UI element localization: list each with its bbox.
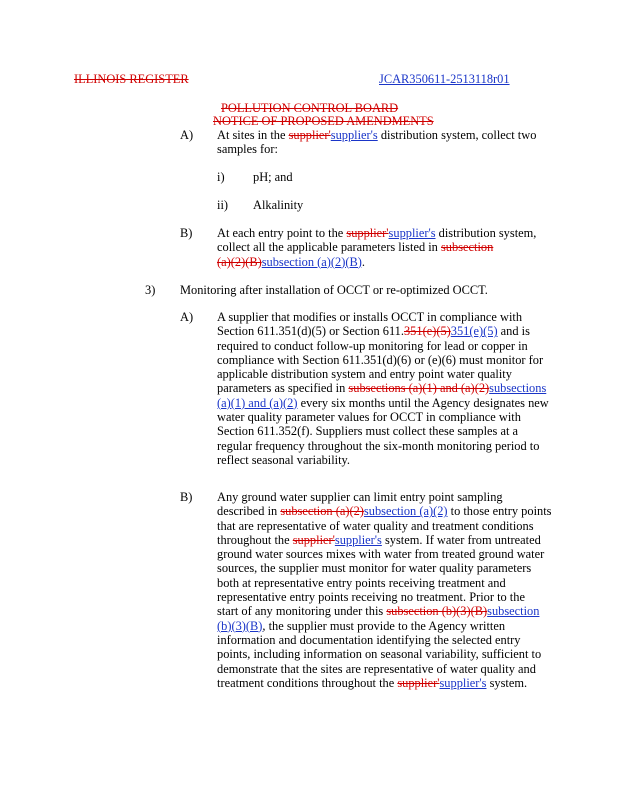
text: Any ground water supplier can limit entry point sampling (217, 490, 503, 504)
deleted-text: subsections (a)(1) and (a)(2) (348, 381, 490, 396)
text: compliance with Section 611.351(d)(6) or (e)(6) must monitor for (217, 352, 544, 367)
item-label-3b: B) (180, 490, 193, 504)
text: system. If water from untreated (381, 532, 541, 547)
inserted-text: subsection (487, 604, 540, 619)
item-label-3: 3) (145, 283, 156, 297)
text: reflect seasonal variability. (217, 452, 351, 467)
text: representative entry points receiving no treatment. Prior to the (217, 590, 525, 605)
text: to those entry points (447, 504, 552, 519)
text: . (361, 254, 365, 269)
text: applicable distribution system and entry point water quality (217, 367, 512, 382)
text: system. (486, 675, 528, 690)
text: samples for: (217, 142, 278, 157)
text: every six months until the Agency designates new (297, 395, 549, 410)
notice-title: NOTICE OF PROPOSED AMENDMENTS (213, 114, 434, 128)
text: that are representative of water quality and treatment conditions (217, 518, 534, 533)
inserted-text: subsections (489, 381, 547, 396)
inserted-text: supplier's (330, 128, 378, 142)
text: sources, the supplier must monitor for water quality parameters (217, 561, 532, 576)
item-text-ph: pH; and (253, 170, 293, 184)
text: and is (497, 324, 530, 339)
text: water quality parameter values for OCCT in compliance with (217, 410, 521, 425)
text: required to conduct follow-up monitoring for lead or copper in (217, 338, 528, 353)
text: information and documentation identifying the selected entry (217, 632, 521, 647)
board-title: POLLUTION CONTROL BOARD (221, 101, 399, 115)
item-label-3a: A) (180, 310, 194, 324)
inserted-text: subsection (a)(2)(B) (261, 254, 362, 269)
deleted-text: supplier' (292, 532, 335, 547)
inserted-text: supplier's (334, 532, 382, 547)
deleted-text: subsection (440, 240, 494, 255)
inserted-text: (b)(3)(B) (217, 618, 263, 633)
text: distribution system, (435, 226, 537, 240)
text: ground water sources mixes with water from treated ground water (217, 547, 545, 562)
inserted-text: supplier's (388, 226, 436, 240)
paragraph-a (217, 128, 577, 157)
item-label-ii: ii) (217, 198, 229, 212)
text: both at representative entry points receiving treatment and (217, 575, 506, 590)
paragraph-3b (217, 490, 577, 690)
deleted-text: supplier' (397, 675, 440, 690)
deleted-text: subsection (a)(2) (280, 504, 364, 519)
text: start of any monitoring under this (217, 604, 387, 619)
text: throughout the (217, 532, 293, 547)
deleted-text: (a)(2)(B) (217, 254, 262, 269)
text: parameters as specified in (217, 381, 349, 396)
text: points, including information on seasonal variability, sufficient to (217, 647, 542, 662)
inserted-text: subsection (a)(2) (363, 504, 448, 519)
deleted-text: 351(e)(5) (403, 324, 451, 339)
text: At sites in the (217, 128, 289, 142)
text: Section 611.351(d)(5) or Section 611. (217, 324, 404, 339)
item-label-b: B) (180, 226, 193, 240)
item-label-a: A) (180, 128, 194, 142)
text: treatment conditions throughout the (217, 675, 398, 690)
inserted-text: supplier's (439, 675, 487, 690)
section-3-heading: Monitoring after installation of OCCT or re-optimized OCCT. (180, 283, 488, 297)
paragraph-b (217, 226, 577, 269)
item-label-i: i) (217, 170, 225, 184)
deleted-text: subsection (b)(3)(B) (386, 604, 488, 619)
deleted-text: supplier' (288, 128, 331, 142)
jcar-code: JCAR350611-2513118r01 (379, 72, 510, 86)
item-text-alkalinity: Alkalinity (253, 198, 304, 212)
text: Section 611.352(f). Suppliers must collect these samples at a (217, 424, 518, 439)
text: A supplier that modifies or installs OCCT in compliance with (217, 310, 523, 324)
text: described in (217, 504, 281, 519)
text: demonstrate that the sites are representative of water quality and (217, 661, 536, 676)
register-header: ILLINOIS REGISTER (74, 72, 189, 86)
inserted-text: (a)(1) and (a)(2) (217, 395, 298, 410)
text: collect all the applicable parameters listed in (217, 240, 441, 255)
deleted-text: supplier' (346, 226, 389, 240)
paragraph-3a (217, 310, 577, 467)
text: distribution system, collect two (377, 128, 537, 142)
text: At each entry point to the (217, 226, 347, 240)
text: , the supplier must provide to the Agency written (262, 618, 506, 633)
inserted-text: 351(e)(5) (450, 324, 498, 339)
text: regular frequency throughout the six-month monitoring period to (217, 438, 540, 453)
